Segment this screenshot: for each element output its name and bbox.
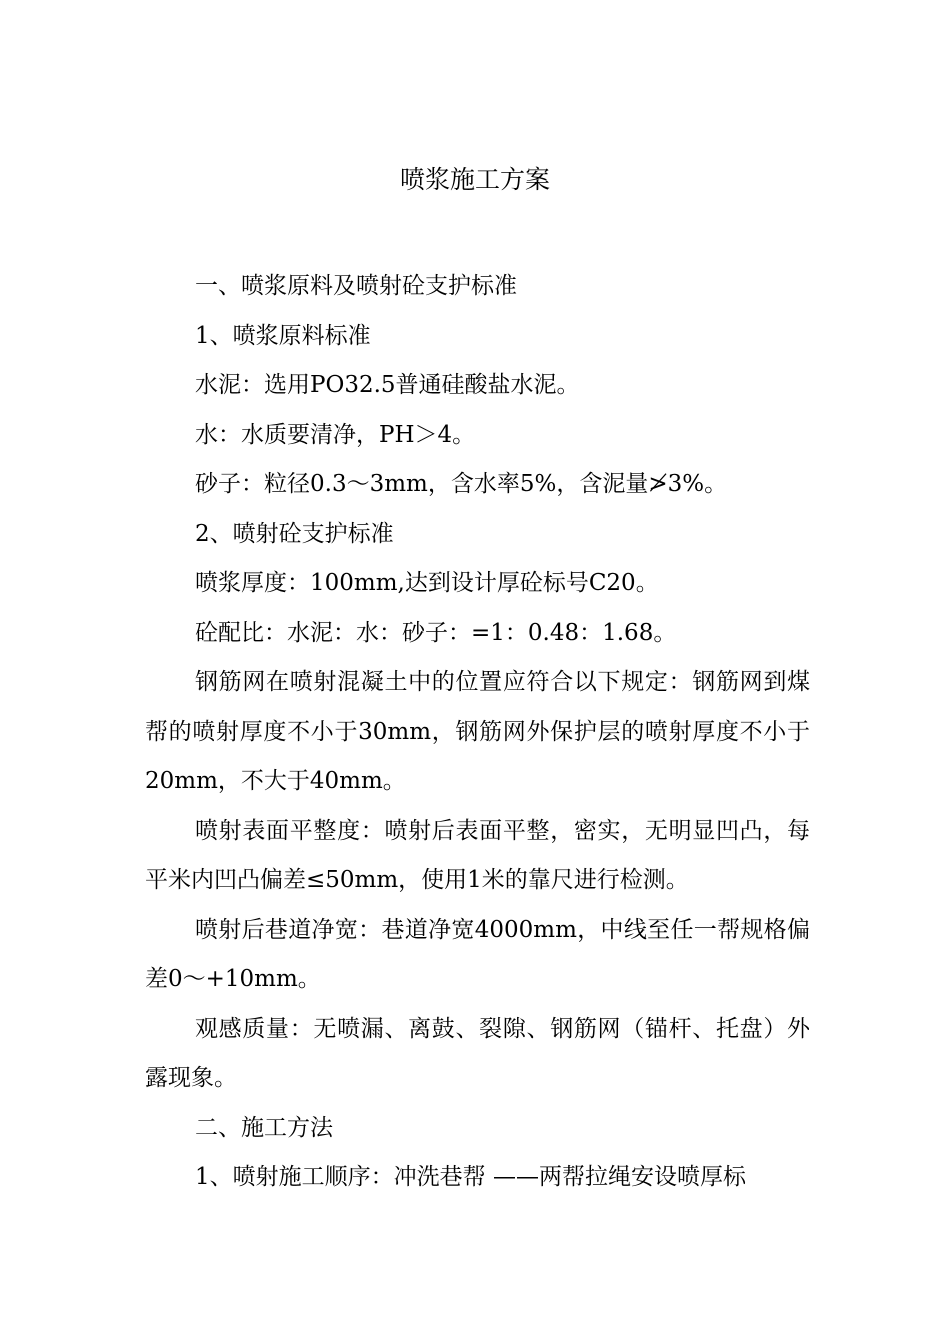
paragraph-width: 喷射后巷道净宽：巷道净宽4000mm，中线至任一帮规格偏差0～+10mm。 (145, 916, 810, 992)
document-body (145, 262, 810, 1203)
paragraph-flatness: 喷射表面平整度：喷射后表面平整，密实，无明显凹凸，每平米内凹凸偏差≤50mm，使用1米的靠尺进行检测。 (145, 817, 810, 893)
subsection-heading-2: 2、喷射砼支护标准 (195, 520, 394, 547)
paragraph-appearance: 观感质量：无喷漏、离鼓、裂隙、钢筋网（锚杆、托盘）外露现象。 (145, 1015, 810, 1091)
paragraph-water: 水：水质要清净，PH＞4。 (195, 421, 476, 448)
paragraph-cement: 水泥：选用PO32.5普通硅酸盐水泥。 (195, 372, 580, 398)
document-title: 喷浆施工方案 (399, 165, 550, 194)
subsection-heading-1: 1、喷浆原料标准 (195, 322, 371, 349)
section-heading-2: 二、施工方法 (195, 1114, 333, 1141)
section-heading-1: 一、喷浆原料及喷射砼支护标准 (195, 273, 517, 299)
paragraph-thickness: 喷浆厚度：100mm,达到设计厚砼标号C20。 (195, 570, 659, 596)
paragraph-sequence: 1、喷射施工顺序：冲洗巷帮 ——两帮拉绳安设喷厚标 (195, 1164, 746, 1190)
paragraph-rebar-mesh: 钢筋网在喷射混凝土中的位置应符合以下规定：钢筋网到煤帮的喷射厚度不小于30mm，钢筋网外保护层的喷射厚度不小于20mm，不大于40mm。 (145, 669, 810, 794)
paragraph-sand: 砂子：粒径0.3～3mm，含水率5%，含泥量≯3%。 (195, 471, 728, 497)
paragraph-mix-ratio: 砼配比：水泥：水：砂子：=1：0.48：1.68。 (195, 619, 677, 646)
